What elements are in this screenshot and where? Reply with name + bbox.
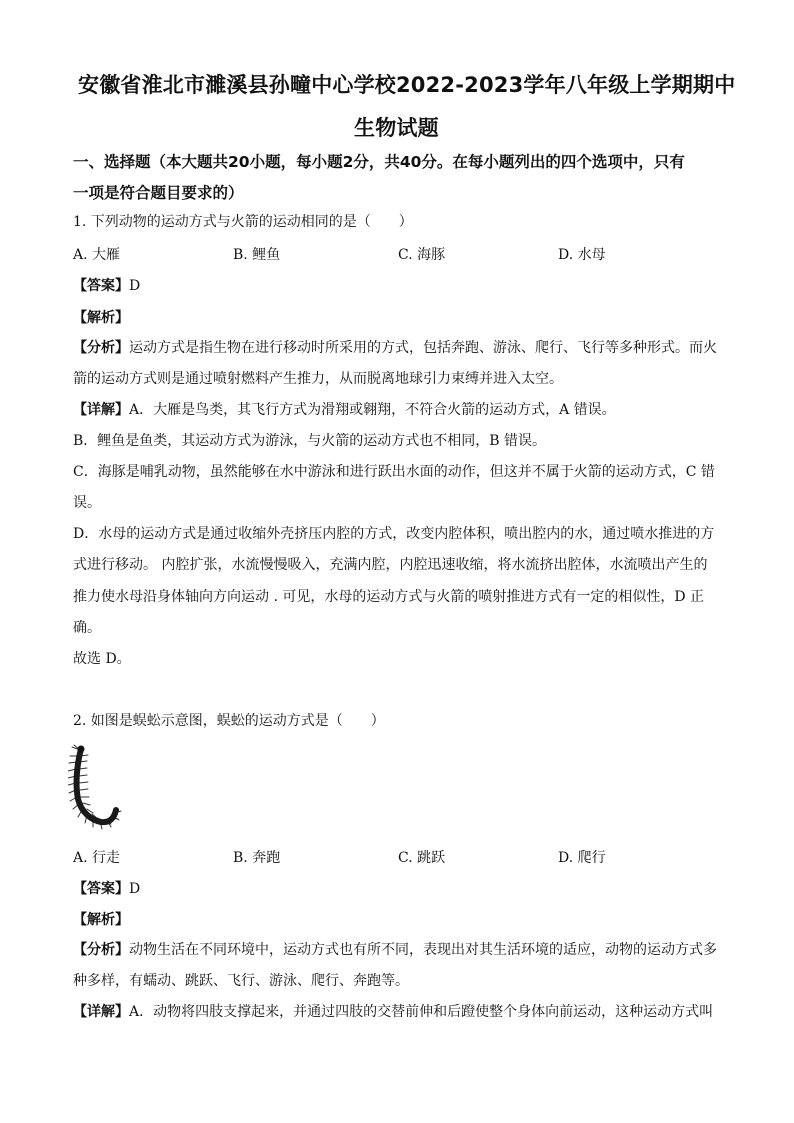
fenxi-text: 动物生活在不同环境中，运动方式也有所不同，表现出对其生活环境的适应，动物的运动方式多 [129, 942, 717, 958]
q1-detail-a [73, 400, 616, 420]
q1-fenxi-line1 [73, 338, 717, 358]
fenxi-label: 【分析】 [73, 340, 129, 356]
q2-option-d: D. 爬行 [558, 850, 606, 866]
q1-answer [73, 275, 140, 295]
q1-analysis-label [73, 307, 129, 327]
q1-detail-d-line3: 推力使水母沿身体轴向方向运动 . 可见，水母的运动方式与火箭的喷射推进方式有一定的相似性，D 正 [73, 589, 705, 605]
detail-label: 【详解】 [73, 402, 129, 418]
fenxi-text: 运动方式是指生物在进行移动时所采用的方式，包括奔跑、游泳、爬行、飞行等多种形式。而火 [129, 340, 717, 356]
answer-label: 【答案】 [73, 278, 129, 294]
q1-option-b: B. 鲤鱼 [233, 247, 281, 263]
centipede-illustration-icon [68, 744, 126, 836]
section-header-line2: 一项是符合题目要求的） [73, 184, 244, 202]
analysis-label: 【解析】 [73, 310, 129, 326]
q2-option-c: C. 跳跃 [398, 850, 446, 866]
detail-text: A．动物将四肢支撑起来，并通过四肢的交替前伸和后蹬使整个身体向前运动，这种运动方式叫 [129, 1004, 714, 1020]
q1-option-c: C. 海豚 [398, 247, 446, 263]
q1-detail-b: B．鲤鱼是鱼类，其运动方式为游泳，与火箭的运动方式也不相同，B 错误。 [73, 433, 547, 449]
q1-option-d: D. 水母 [558, 247, 606, 263]
q2-stem: 2. 如图是蜈蚣示意图，蜈蚣的运动方式是（ ） [73, 713, 385, 729]
analysis-label: 【解析】 [73, 912, 129, 928]
q1-detail-c-line2: 误。 [73, 495, 101, 511]
q1-detail-d-line2: 式进行移动。 内腔扩张，水流慢慢吸入，充满内腔，内腔迅速收缩，将水流挤出腔体，水流喷出产生的 [73, 557, 708, 573]
q1-detail-d-line1: D．水母的运动方式是通过收缩外壳挤压内腔的方式，改变内腔体积，喷出腔内的水，通过喷水推进的方 [73, 526, 715, 542]
answer-label: 【答案】 [73, 881, 129, 897]
detail-text: A．大雁是鸟类，其飞行方式为滑翔或翱翔，不符合火箭的运动方式，A 错误。 [129, 402, 616, 418]
document-title-line2: 生物试题 [354, 116, 439, 140]
q1-fenxi-line2: 箭的运动方式则是通过喷射燃料产生推力，从而脱离地球引力束缚并进入太空。 [73, 371, 563, 387]
answer-value: D [129, 881, 141, 897]
q2-option-b: B. 奔跑 [233, 850, 281, 866]
q2-analysis-label [73, 909, 129, 929]
q1-detail-d-line4: 确。 [73, 620, 101, 636]
answer-value: D [129, 278, 141, 294]
q2-fenxi-line1 [73, 940, 717, 960]
q1-detail-c-line1: C．海豚是哺乳动物，虽然能够在水中游泳和进行跃出水面的动作，但这并不属于火箭的运动方式，C 错 [73, 464, 715, 480]
q1-option-a: A. 大雁 [73, 247, 121, 263]
q2-fenxi-line2: 种多样，有蠕动、跳跃、飞行、游泳、爬行、奔跑等。 [73, 973, 409, 989]
section-header-line1: 一、选择题（本大题共20小题，每小题2分，共40分。在每小题列出的四个选项中，只有 [73, 153, 685, 171]
q2-answer [73, 878, 140, 898]
q1-stem: 1. 下列动物的运动方式与火箭的运动相同的是（ ） [73, 214, 413, 230]
q1-conclusion: 故选 D。 [73, 651, 131, 667]
document-title-line1: 安徽省淮北市濉溪县孙疃中心学校2022-2023学年八年级上学期期中 [78, 73, 736, 97]
fenxi-label: 【分析】 [73, 942, 129, 958]
detail-label: 【详解】 [73, 1004, 129, 1020]
q2-detail-a-line1 [73, 1002, 713, 1022]
q2-option-a: A. 行走 [73, 850, 121, 866]
